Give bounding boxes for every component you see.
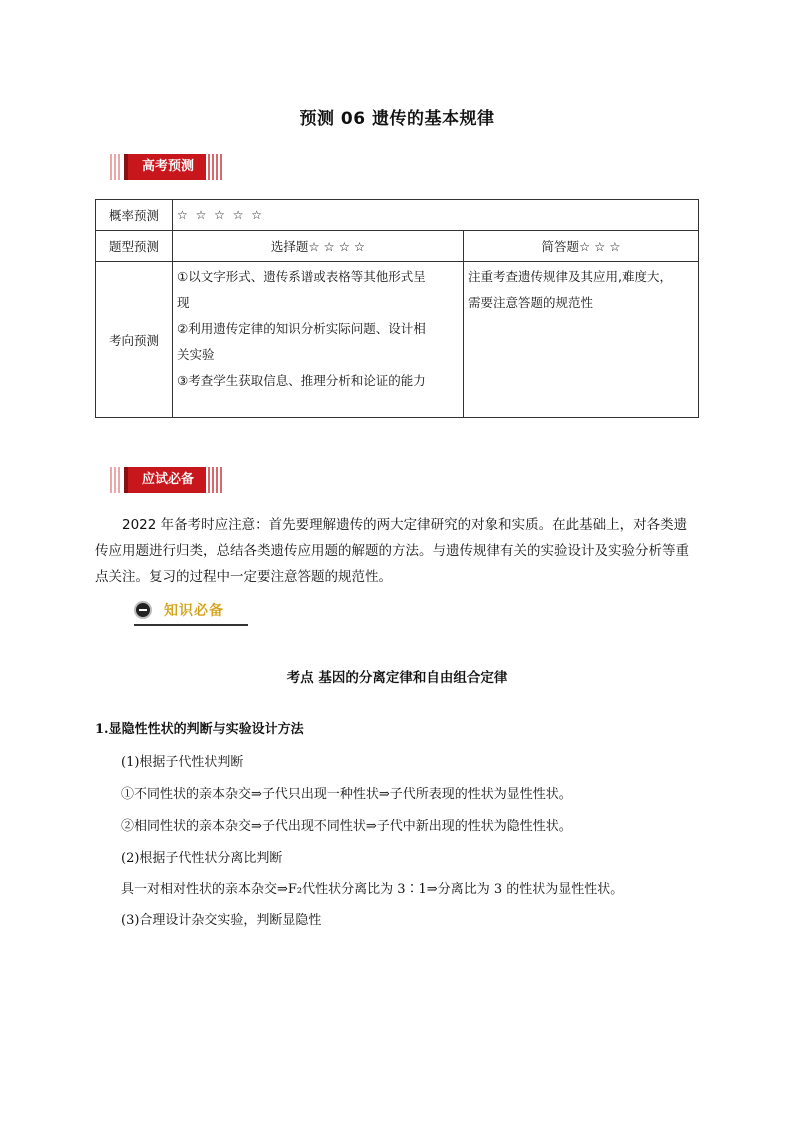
row-label-direction: 考向预测 [96,262,173,418]
row-label-question-type: 题型预测 [96,231,173,262]
table-row [96,231,699,262]
banner-yingshi-bibei [110,467,224,493]
page-title: 预测 06 遗传的基本规律 [299,109,495,129]
choice-question-stars: 选择题☆ ☆ ☆ ☆ [173,231,464,262]
direction-line: 注重考查遗传规律及其应用,难度大， [468,269,672,284]
direction-choice-cell [173,262,464,418]
body-line: ①不同性状的亲本杂交⇒子代只出现一种性状⇒子代所表现的性状为显性性状。 [121,787,572,802]
table-row [96,262,699,418]
banner-label: 高考预测 [124,154,206,180]
direction-line: 需要注意答题的规范性 [468,295,594,310]
table-row [96,200,699,231]
direction-line: 现 [177,295,190,310]
section-title: 考点 基因的分离定律和自由组合定律 [286,670,508,686]
knowledge-label: 知识必备 [164,603,224,619]
intro-paragraph: 2022 年备考时应注意：首先要理解遗传的两大定律研究的对象和实质。在此基础上，对各类遗传应用题进行归类，总结各类遗传应用题的解题的方法。与遗传规律有关的实验设计及实验分析等重点关注。复习的过程中一定要注意答题的规范性。 [95,517,689,585]
body-line: (2)根据子代性状分离比判断 [121,851,283,866]
banner-stripes-left [110,154,122,180]
body-line: (1)根据子代性状判断 [121,755,244,770]
body-line: (3)合理设计杂交实验，判断显隐性 [121,913,322,928]
heading-1: 1.显隐性性状的判断与实验设计方法 [95,722,304,737]
banner-stripes-left [110,467,122,493]
banner-label: 应试必备 [124,467,206,493]
direction-line: 关实验 [177,347,215,362]
short-answer-stars: 简答题☆ ☆ ☆ [464,231,699,262]
direction-line: ①以文字形式、遗传系谱或表格等其他形式呈 [177,269,426,284]
banner-gaokao-yuce [110,154,224,180]
row-label-probability: 概率预测 [96,200,173,231]
body-line: ②相同性状的亲本杂交⇒子代出现不同性状⇒子代中新出现的性状为隐性性状。 [121,819,572,834]
minus-circle-icon [134,601,152,619]
probability-stars: ☆ ☆ ☆ ☆ ☆ [173,200,699,231]
direction-line: ②利用遗传定律的知识分析实际问题、设计相 [177,321,426,336]
direction-short-answer-cell [464,262,699,418]
knowledge-header [134,596,248,626]
direction-line: ③考查学生获取信息、推理分析和论证的能力 [177,373,426,388]
banner-stripes-right [208,154,224,180]
body-line: 具一对相对性状的亲本杂交⇒F₂代性状分离比为 3∶1⇒分离比为 3 的性状为显性性状。 [121,882,624,897]
banner-stripes-right [208,467,224,493]
prediction-table [95,199,699,418]
